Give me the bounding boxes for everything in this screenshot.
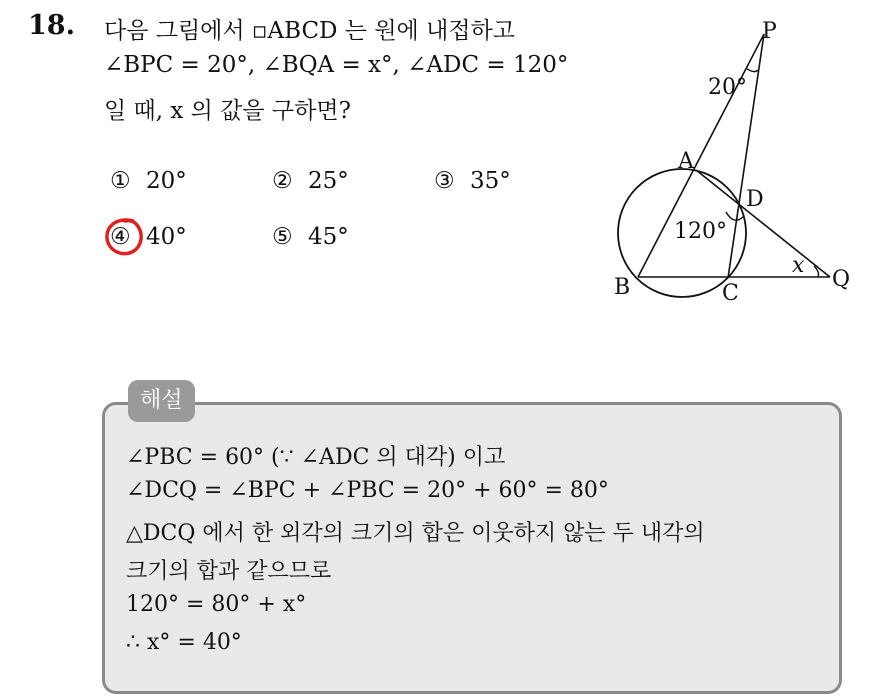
solution-line-6: ∴ x° = 40°	[126, 630, 242, 655]
solution-line-1: ∠PBC = 60° (∵ ∠ADC 의 대각) 이고	[126, 445, 506, 470]
choice-5[interactable]	[272, 224, 349, 250]
angle-arc-p	[746, 68, 758, 72]
solution-line-2: ∠DCQ = ∠BPC + ∠PBC = 20° + 60° = 80°	[126, 478, 609, 503]
question-line-3: 일 때, x 의 값을 구하면?	[104, 98, 351, 124]
question-line-1: 다음 그림에서 ▫ABCD 는 원에 내접하고	[104, 18, 515, 44]
solution-line-3: △DCQ 에서 한 외각의 크기의 합은 이웃하지 않는 두 내각의	[126, 521, 705, 546]
choice-1[interactable]	[110, 168, 187, 194]
choice-3-marker: ③	[434, 168, 455, 194]
choice-4-marker: ④	[110, 224, 131, 250]
angle-arc-d	[726, 212, 744, 220]
label-q: Q	[832, 267, 851, 292]
choice-1-label: 20°	[146, 168, 187, 194]
question-number: 18.	[28, 10, 75, 41]
label-a: A	[678, 149, 694, 174]
choice-4-label: 40°	[146, 224, 187, 250]
label-b: B	[614, 275, 631, 300]
choice-5-label: 45°	[308, 224, 349, 250]
choice-2-marker: ②	[272, 168, 293, 194]
label-angle-p: 20°	[708, 75, 747, 100]
geometry-figure	[600, 10, 870, 310]
choice-2-label: 25°	[308, 168, 349, 194]
label-angle-d: 120°	[674, 219, 727, 244]
choice-3-label: 35°	[470, 168, 511, 194]
choice-3[interactable]	[434, 168, 511, 194]
choice-4[interactable]	[110, 224, 187, 250]
solution-tag: 해설	[128, 380, 195, 422]
label-angle-q: x	[792, 253, 805, 278]
label-d: D	[746, 187, 764, 212]
choice-1-marker: ①	[110, 168, 131, 194]
solution-line-5: 120° = 80° + x°	[126, 592, 307, 617]
choice-2[interactable]	[272, 168, 349, 194]
question-line-2: ∠BPC = 20°, ∠BQA = x°, ∠ADC = 120°	[104, 52, 569, 78]
label-p: P	[762, 19, 777, 44]
solution-line-4: 크기의 합과 같으므로	[126, 559, 332, 584]
choice-5-marker: ⑤	[272, 224, 293, 250]
label-c: C	[722, 281, 739, 306]
